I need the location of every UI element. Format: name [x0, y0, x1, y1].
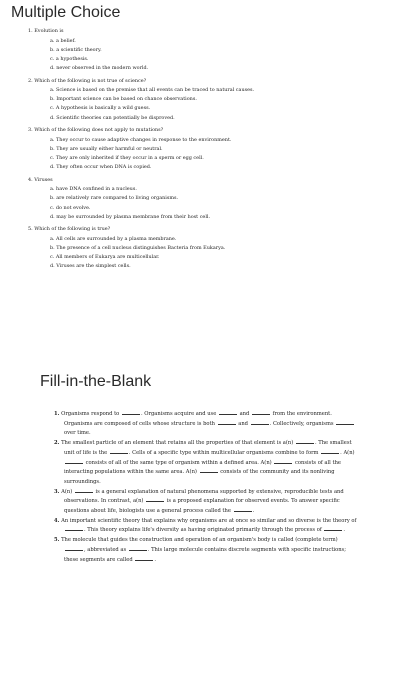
mc-option-text: may be surrounded by plasma membrane from their host cell. [56, 213, 211, 220]
fill-in-blank-heading: Fill-in-the-Blank [40, 373, 152, 390]
mc-question [28, 127, 408, 171]
mc-option-text: a scientific theory. [56, 46, 102, 53]
fib-text: . [343, 527, 346, 534]
fib-text: . A(n) [340, 449, 355, 456]
mc-option [50, 47, 408, 54]
fib-text: . Organisms acquire and use [140, 411, 218, 417]
mc-question [28, 78, 408, 122]
fib-question [54, 439, 359, 488]
answer-blank [336, 420, 354, 425]
mc-question-stem [28, 226, 408, 233]
fib-text: , abbreviated as [84, 546, 128, 553]
mc-option [50, 38, 408, 45]
mc-option-letter: a. [50, 186, 55, 193]
mc-options [50, 38, 408, 72]
mc-question-number: 4. [28, 176, 33, 183]
mc-option-letter: c. [50, 254, 55, 261]
answer-blank [110, 449, 128, 454]
mc-option-letter: a. [50, 37, 55, 44]
fib-text: An important scientific theory that explains why organisms are at once so similar and so diverse is the theory of [61, 517, 357, 524]
fib-text: . The smallest unit of life is the [64, 440, 352, 456]
fill-in-blank-section [54, 410, 359, 565]
mc-options [50, 236, 408, 270]
mc-option-letter: d. [50, 213, 55, 220]
fib-text: The molecule that guides the construction and operation of an organism's body is called (complete term) [61, 537, 338, 544]
fib-text: . Cells of a specific type within multicellular organisms combine to form [128, 449, 321, 456]
fib-text: is a proposed explanation for observed events. To answer specific questions about life, biologists use a general process called the [64, 498, 340, 515]
answer-blank [296, 439, 314, 444]
mc-option [50, 214, 408, 221]
fib-question-number: 3. [54, 488, 60, 495]
answer-blank [274, 459, 292, 464]
mc-option-text: do not evolve. [55, 204, 91, 211]
answer-blank [218, 420, 236, 425]
mc-question [28, 226, 408, 270]
mc-option [50, 236, 408, 243]
mc-option-text: never observed in the modern world. [56, 65, 149, 72]
fib-text: and [236, 420, 250, 427]
mc-option [50, 115, 408, 122]
mc-option-letter: b. [50, 145, 55, 152]
mc-option [50, 146, 408, 153]
mc-option-text: They are usually either harmful or neutral. [56, 145, 163, 152]
mc-option-text: All cells are surrounded by a plasma membrane. [56, 235, 177, 242]
answer-blank [129, 546, 147, 551]
mc-option-letter: b. [50, 96, 55, 103]
mc-option-text: Science is based on the premise that all events can be traced to natural causes. [56, 87, 255, 94]
multiple-choice-section [28, 28, 408, 276]
fib-text: . This theory explains life's diversity as having originated primarily through the process of [84, 527, 324, 534]
mc-option-text: The presence of a cell nucleus distinguishes Bacteria from Eukarya. [56, 244, 226, 251]
fib-text: . This large molecule contains discrete segments with specific instructions; these segments are called [64, 546, 346, 563]
fib-question [54, 517, 359, 536]
mc-option [50, 254, 408, 261]
mc-option [50, 137, 408, 144]
mc-option-text: They are only inherited if they occur in a sperm or egg cell. [55, 155, 204, 161]
mc-question-stem [28, 78, 408, 85]
answer-blank [75, 488, 93, 493]
answer-blank [251, 420, 269, 425]
mc-option-letter: c. [50, 55, 55, 62]
mc-option-letter: b. [50, 244, 55, 251]
mc-question-number: 3. [28, 127, 33, 134]
mc-option [50, 155, 408, 162]
fib-question-number: 4. [54, 517, 60, 524]
mc-option-text: Important science can be based on chance observations. [56, 96, 197, 103]
fib-text: . [252, 508, 255, 515]
fib-text: A(n) [61, 488, 74, 495]
mc-question [28, 177, 408, 221]
answer-blank [135, 556, 153, 561]
mc-option-text: They often occur when DNA is copied. [56, 164, 152, 171]
mc-option-letter: c. [50, 155, 55, 161]
mc-question-number: 5. [28, 226, 33, 233]
mc-option [50, 263, 408, 270]
mc-option-text: a hypothesis. [55, 55, 89, 62]
mc-option-text: are relatively rare compared to living organisms. [56, 195, 179, 202]
multiple-choice-heading: Multiple Choice [11, 4, 121, 21]
mc-question-text: Which of the following is true? [34, 226, 111, 233]
fib-text: The smallest particle of an element that retains all the properties of that element is a(n) [61, 440, 295, 447]
mc-question-text: Which of the following does not apply to mutations? [34, 127, 164, 134]
fib-question [54, 488, 359, 517]
answer-blank [122, 410, 140, 415]
mc-option-letter: d. [50, 164, 55, 171]
mc-option-letter: c. [50, 204, 55, 211]
fib-question-number: 2. [54, 440, 60, 447]
mc-option-letter: d. [50, 263, 55, 270]
fib-question [54, 536, 359, 565]
fib-question-number: 1. [54, 411, 60, 417]
answer-blank [321, 449, 339, 454]
fib-question [54, 410, 359, 439]
mc-option [50, 96, 408, 103]
mc-option [50, 205, 408, 212]
fill-in-blank-list [54, 410, 359, 565]
mc-option-letter: b. [50, 195, 55, 202]
mc-option-text: Viruses are the simplest cells. [56, 263, 131, 270]
fib-text: consists of the community and its nonliving surroundings. [64, 469, 335, 485]
answer-blank [65, 546, 83, 551]
mc-option [50, 186, 408, 193]
mc-option-letter: a. [50, 136, 55, 143]
mc-question-stem [28, 28, 408, 35]
answer-blank [65, 459, 83, 464]
mc-option [50, 245, 408, 252]
answer-blank [219, 410, 237, 415]
mc-option-text: a belief. [56, 37, 76, 44]
mc-option-letter: a. [50, 235, 55, 242]
mc-option-text: Scientific theories can potentially be disproved. [56, 114, 175, 121]
mc-option-letter: a. [50, 87, 55, 94]
mc-option-letter: d. [50, 65, 55, 72]
fib-text: is a general explanation of natural phenomena supported by extensive, reproducible tests and observations. In contrast, a(n) [64, 488, 344, 505]
mc-question-text: Viruses [34, 176, 53, 183]
mc-question [28, 28, 408, 72]
mc-question-stem [28, 127, 408, 134]
mc-option [50, 105, 408, 112]
mc-option [50, 195, 408, 202]
mc-option-letter: d. [50, 114, 55, 121]
mc-question-stem [28, 177, 408, 184]
answer-blank [252, 410, 270, 415]
answer-blank [65, 526, 83, 531]
answer-blank [234, 507, 252, 512]
answer-blank [324, 526, 342, 531]
mc-question-text: Evolution is [34, 28, 64, 34]
mc-question-text: Which of the following is not true of science? [34, 77, 147, 84]
fib-text: from the environment. Organisms are composed of cells whose structure is both [64, 411, 332, 427]
mc-option [50, 87, 408, 94]
answer-blank [200, 468, 218, 473]
fib-text: consists of all the interacting populations within the same area. A(n) [64, 459, 341, 476]
mc-option-letter: c. [50, 105, 55, 112]
mc-option [50, 164, 408, 171]
mc-options [50, 186, 408, 220]
mc-question-number: 1. [28, 28, 33, 34]
mc-question-number: 2. [28, 77, 33, 84]
mc-option-text: They occur to cause adaptive changes in response to the environment. [56, 136, 232, 143]
mc-options [50, 137, 408, 171]
fib-text: and [237, 411, 251, 417]
fib-question-number: 5. [54, 537, 60, 544]
mc-options [50, 87, 408, 121]
answer-blank [146, 497, 164, 502]
fib-text: . Collectively, organisms [269, 420, 336, 427]
fib-text: over time. [64, 430, 91, 437]
mc-option [50, 56, 408, 63]
mc-option-text: All members of Eukarya are multicellular. [55, 254, 160, 261]
fib-text: consists of all of the same type of organism within a defined area. A(n) [84, 459, 274, 466]
mc-option-text: have DNA confined in a nucleus. [56, 186, 137, 193]
fib-text: . [154, 556, 156, 563]
mc-option [50, 65, 408, 72]
mc-option-letter: b. [50, 46, 55, 53]
mc-option-text: A hypothesis is basically a wild guess. [55, 105, 151, 112]
fib-text: Organisms respond to [61, 411, 121, 417]
